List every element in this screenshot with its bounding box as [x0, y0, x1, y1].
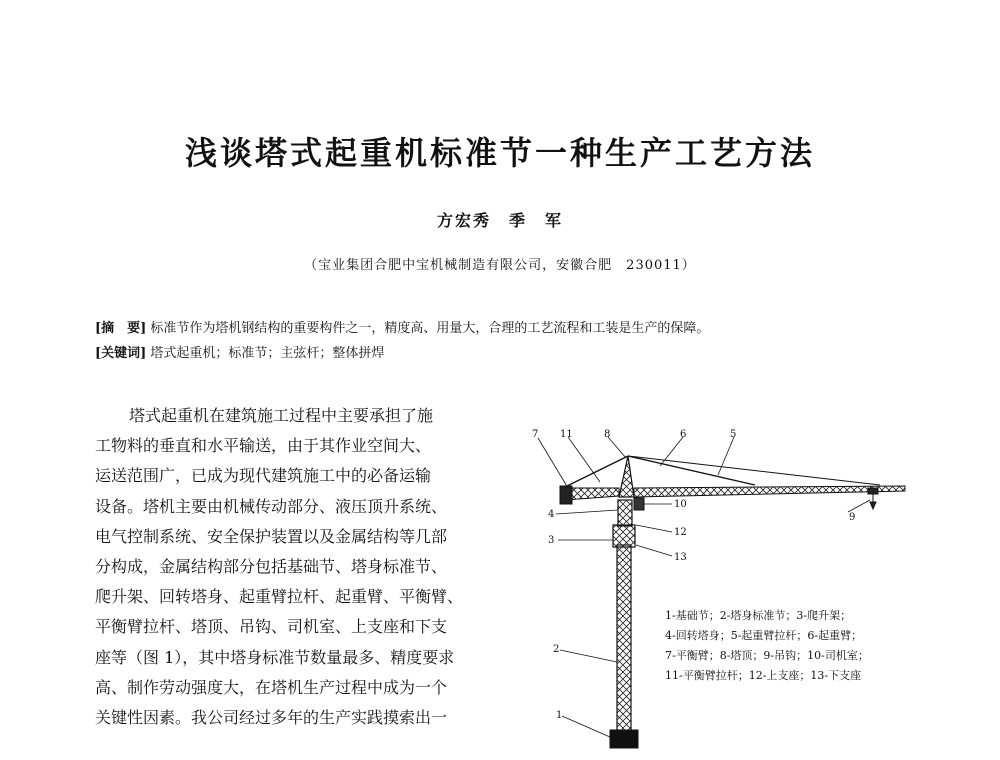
body-line: 分构成，金属结构部分包括基础节、塔身标准节、: [95, 557, 448, 577]
callout-label: 6: [680, 429, 687, 440]
tower-mast: [617, 545, 631, 732]
callout-label: 4: [548, 509, 555, 520]
body-line: 运送范围广，已成为现代建筑施工中的必备运输: [95, 466, 432, 486]
body-line: 爬升架、回转塔身、起重臂拉杆、起重臂、平衡臂、: [95, 587, 464, 607]
body-line: 设备。塔机主要由机械传动部分、液压顶升系统、: [95, 496, 448, 516]
jib: [634, 486, 905, 497]
trolley: [868, 488, 878, 494]
body-paragraph: [95, 401, 500, 733]
counterweight: [560, 486, 572, 504]
paper-title: 浅谈塔式起重机标准节一种生产工艺方法: [184, 134, 815, 172]
callout-label: 5: [730, 429, 737, 440]
counter-jib-tie: [565, 456, 628, 487]
callout-label: 11: [560, 429, 573, 440]
callout-label: 12: [674, 527, 687, 538]
body-line: 座等（图 1），其中塔身标准节数量最多、精度要求: [95, 647, 455, 667]
callout-label: 9: [849, 512, 856, 523]
legend-line: 7-平衡臂；8-塔顶；9-吊钩；10-司机室；: [665, 649, 869, 662]
foundation-section: [610, 730, 638, 748]
keywords-label: [关键词]: [95, 346, 147, 361]
figure-legend: [665, 606, 905, 686]
crane-drawing: [538, 437, 905, 748]
jib-tie-outer: [628, 456, 880, 485]
authors: 方宏秀 季 军: [436, 211, 563, 230]
abstract-label: [摘 要]: [95, 321, 147, 336]
tower-crane-figure: [510, 420, 930, 760]
callout-label: 7: [532, 429, 539, 440]
affiliation: （宝业集团合肥中宝机械制造有限公司，安徽合肥 230011）: [304, 258, 696, 273]
body-line: 电气控制系统、安全保护装置以及金属结构等几部: [95, 526, 448, 546]
callout-label: 2: [553, 644, 560, 655]
body-line: 关键性因素。我公司经过多年的生产实践摸索出一: [95, 708, 448, 728]
leader-lines: [538, 437, 870, 737]
abstract: [95, 317, 925, 336]
body-line: 塔式起重机在建筑施工过程中主要承担了施: [129, 406, 434, 425]
legend-line: 4-回转塔身；5-起重臂拉杆；6-起重臂；: [665, 629, 863, 642]
callout-label: 1: [556, 710, 563, 721]
keywords-text: 塔式起重机；标准节；主弦杆；整体拼焊: [150, 346, 385, 361]
callout-label: 13: [674, 552, 687, 563]
body-line: 平衡臂拉杆、塔顶、吊钩、司机室、上支座和下支: [95, 617, 448, 637]
callout-label: 3: [548, 535, 555, 546]
climbing-frame: [613, 525, 635, 547]
operator-cab: [634, 498, 644, 510]
body-line: 高、制作劳动强度大，在塔机生产过程中成为一个: [95, 677, 448, 697]
slewing-tower: [618, 500, 632, 526]
body-line: 工物料的垂直和水平输送，由于其作业空间大、: [95, 436, 432, 456]
counter-jib: [565, 488, 619, 500]
legend-line: 1-基础节；2-塔身标准节；3-爬升架；: [665, 609, 852, 622]
callout-label: 8: [604, 429, 611, 440]
hook: [870, 502, 876, 509]
jib-tie: [628, 456, 755, 485]
keywords: [95, 342, 925, 361]
tower-top: [619, 456, 634, 497]
callout-label: 10: [674, 499, 687, 510]
abstract-text: 标准节作为塔机钢结构的重要构件之一，精度高、用量大，合理的工艺流程和工装是生产的保障。: [150, 321, 710, 336]
legend-line: 11-平衡臂拉杆；12-上支座；13-下支座: [665, 669, 862, 682]
